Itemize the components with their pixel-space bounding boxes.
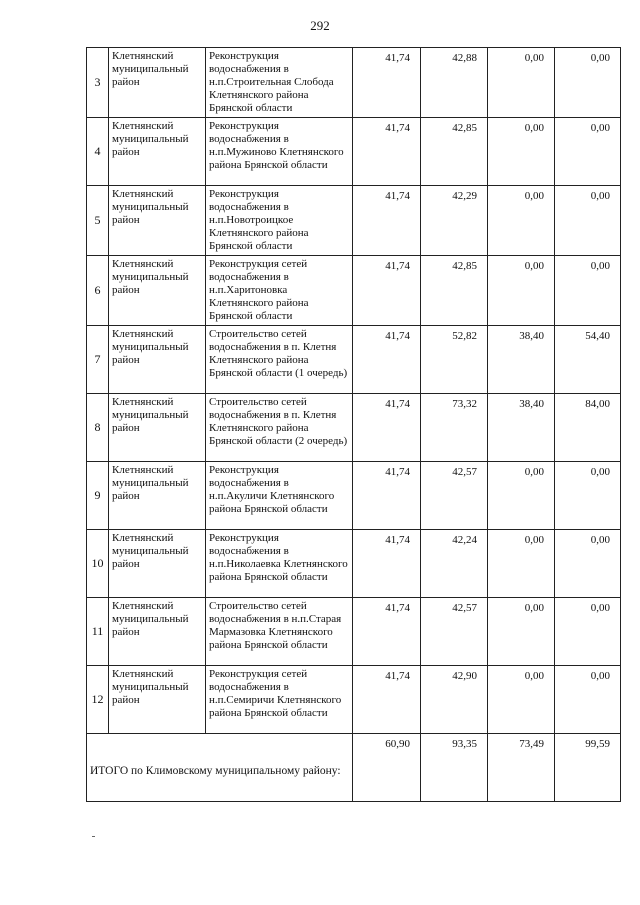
value-cell-3: 0,00 (488, 598, 555, 666)
value-cell-3: 38,40 (488, 326, 555, 394)
project-cell: Реконструкция сетей водоснабжения в н.п.Харитоновка Клетнянского района Брянской области (206, 256, 353, 326)
district-cell: Клетнянский муниципальный район (109, 186, 206, 256)
value-cell-1: 41,74 (353, 394, 421, 462)
district-cell: Клетнянский муниципальный район (109, 530, 206, 598)
value-cell-1: 41,74 (353, 118, 421, 186)
project-cell: Реконструкция водоснабжения в н.п.Акуличи Клетнянского района Брянской области (206, 462, 353, 530)
value-cell-4: 54,40 (555, 326, 621, 394)
row-number-cell: 5 (87, 186, 109, 256)
value-cell-4: 0,00 (555, 666, 621, 734)
value-cell-3: 38,40 (488, 394, 555, 462)
row-number-cell: 12 (87, 666, 109, 734)
value-cell-4: 0,00 (555, 530, 621, 598)
page-number: 292 (310, 18, 330, 33)
row-number-cell: 10 (87, 530, 109, 598)
value-cell-4: 0,00 (555, 48, 621, 118)
table-row (87, 598, 621, 666)
value-cell-4: 0,00 (555, 462, 621, 530)
value-cell-4: 0,00 (555, 598, 621, 666)
total-value-4: 99,59 (555, 734, 621, 802)
value-cell-3: 0,00 (488, 48, 555, 118)
table-row (87, 186, 621, 256)
project-cell: Строительство сетей водоснабжения в п. Клетня Клетнянского района Брянской области (2 очередь) (206, 394, 353, 462)
value-cell-2: 42,24 (421, 530, 488, 598)
table-row (87, 326, 621, 394)
value-cell-2: 42,29 (421, 186, 488, 256)
district-cell: Клетнянский муниципальный район (109, 598, 206, 666)
value-cell-4: 0,00 (555, 256, 621, 326)
project-cell: Строительство сетей водоснабжения в н.п.Старая Мармазовка Клетнянского района Брянской области (206, 598, 353, 666)
value-cell-1: 41,74 (353, 186, 421, 256)
district-cell: Клетнянский муниципальный район (109, 256, 206, 326)
total-value-2: 93,35 (421, 734, 488, 802)
value-cell-2: 52,82 (421, 326, 488, 394)
value-cell-2: 42,85 (421, 118, 488, 186)
data-table (86, 47, 621, 802)
value-cell-2: 42,85 (421, 256, 488, 326)
value-cell-3: 0,00 (488, 118, 555, 186)
total-value-3: 73,49 (488, 734, 555, 802)
project-cell: Реконструкция водоснабжения в н.п.Николаевка Клетнянского района Брянской области (206, 530, 353, 598)
district-cell: Клетнянский муниципальный район (109, 666, 206, 734)
project-cell: Реконструкция водоснабжения в н.п.Новотроицкое Клетнянского района Брянской области (206, 186, 353, 256)
table-row (87, 118, 621, 186)
value-cell-1: 41,74 (353, 48, 421, 118)
value-cell-2: 73,32 (421, 394, 488, 462)
district-cell: Клетнянский муниципальный район (109, 394, 206, 462)
value-cell-1: 41,74 (353, 256, 421, 326)
row-number-cell: 6 (87, 256, 109, 326)
total-label: ИТОГО по Климовскому муниципальному району: (87, 734, 353, 802)
scan-mark (92, 836, 95, 837)
value-cell-2: 42,57 (421, 462, 488, 530)
value-cell-1: 41,74 (353, 462, 421, 530)
project-cell: Реконструкция сетей водоснабжения в н.п.Семиричи Клетнянского района Брянской области (206, 666, 353, 734)
value-cell-3: 0,00 (488, 462, 555, 530)
district-cell: Клетнянский муниципальный район (109, 326, 206, 394)
value-cell-4: 0,00 (555, 118, 621, 186)
project-cell: Реконструкция водоснабжения в н.п.Мужиново Клетнянского района Брянской области (206, 118, 353, 186)
value-cell-2: 42,90 (421, 666, 488, 734)
project-cell: Реконструкция водоснабжения в н.п.Строительная Слобода Клетнянского района Брянской области (206, 48, 353, 118)
table-row (87, 256, 621, 326)
value-cell-3: 0,00 (488, 186, 555, 256)
value-cell-1: 41,74 (353, 666, 421, 734)
table-row (87, 48, 621, 118)
row-number-cell: 3 (87, 48, 109, 118)
value-cell-1: 41,74 (353, 530, 421, 598)
value-cell-3: 0,00 (488, 530, 555, 598)
value-cell-2: 42,57 (421, 598, 488, 666)
row-number-cell: 9 (87, 462, 109, 530)
table-row (87, 462, 621, 530)
value-cell-1: 41,74 (353, 326, 421, 394)
value-cell-2: 42,88 (421, 48, 488, 118)
value-cell-1: 41,74 (353, 598, 421, 666)
district-cell: Клетнянский муниципальный район (109, 118, 206, 186)
district-cell: Клетнянский муниципальный район (109, 462, 206, 530)
table-row (87, 530, 621, 598)
value-cell-4: 0,00 (555, 186, 621, 256)
project-cell: Строительство сетей водоснабжения в п. Клетня Клетнянского района Брянской области (1 очередь) (206, 326, 353, 394)
value-cell-4: 84,00 (555, 394, 621, 462)
table-body (87, 48, 621, 802)
row-number-cell: 11 (87, 598, 109, 666)
value-cell-3: 0,00 (488, 256, 555, 326)
total-row (87, 734, 621, 802)
table-row (87, 666, 621, 734)
table-row (87, 394, 621, 462)
value-cell-3: 0,00 (488, 666, 555, 734)
row-number-cell: 7 (87, 326, 109, 394)
district-cell: Клетнянский муниципальный район (109, 48, 206, 118)
total-value-1: 60,90 (353, 734, 421, 802)
row-number-cell: 8 (87, 394, 109, 462)
row-number-cell: 4 (87, 118, 109, 186)
